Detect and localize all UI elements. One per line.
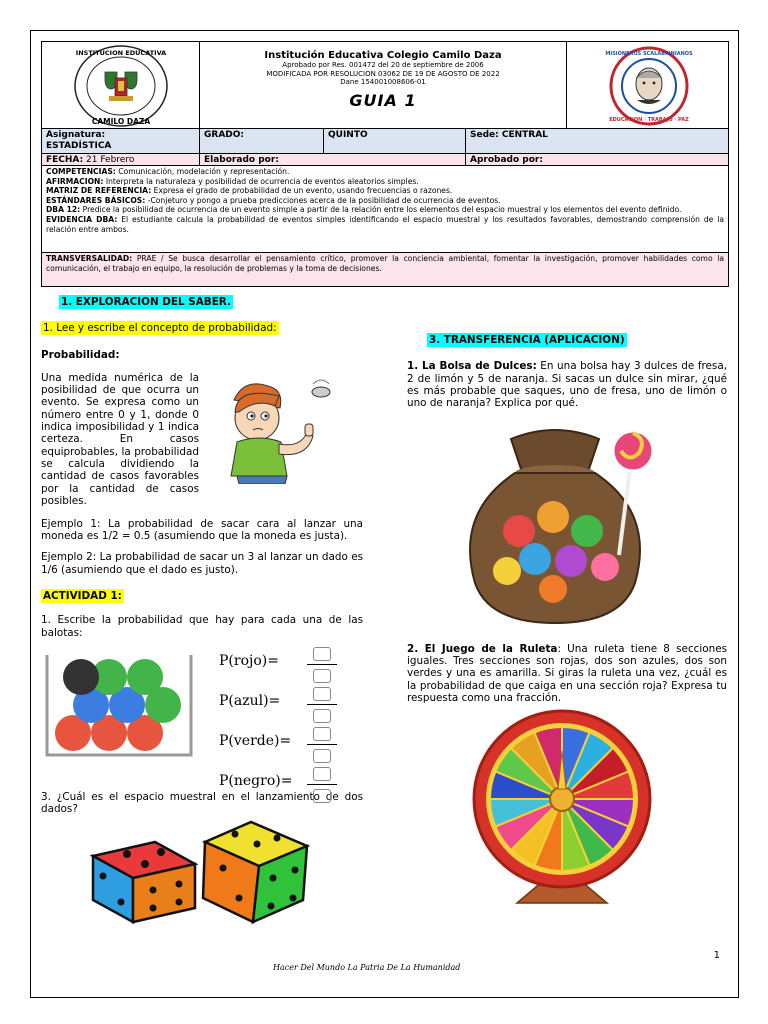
activity1-question3: 3. ¿Cuál es el espacio muestral en el lanzamiento de dos dados? (41, 790, 363, 816)
afirmacion-label: AFIRMACION: (46, 176, 104, 186)
prob-blue-numerator-box[interactable] (313, 687, 331, 701)
subject-label: Asignatura: (46, 130, 106, 140)
estandares-label: ESTÁNDARES BÁSICOS: (46, 195, 146, 205)
school-logo-text-top: INSTITUCION EDUCATIVA (75, 49, 167, 57)
header-table (41, 41, 729, 129)
candy-question-title: 1. La Bolsa de Dulces: (407, 360, 537, 373)
left-column (41, 296, 363, 927)
competencias-label: COMPETENCIAS: (46, 167, 116, 176)
prob-blue-denominator-box[interactable] (313, 709, 331, 723)
roulette-wheel-illustration (457, 709, 667, 909)
question-candy-bag (407, 360, 727, 409)
dba-text: Predice la posibilidad de ocurrencia de un evento simple a partir de la relación entre los elementos del espacio muestral y los elementos del evento definido. (82, 205, 682, 215)
probability-definition: Una medida numérica de la posibilidad de que ocurra un evento. Se expresa como un número entre 0 y 1, donde 0 indica imposibilidad y 1 indica certeza. En casos equiprobables, la probabilidad se calcula dividiendo la cantidad de casos favorables por la cantidad de casos posibles. (41, 371, 199, 507)
candy-question-text: En una bolsa hay 3 dulces de fresa, 2 de limón y 5 de naranja. Si sacas un dulce sin mirar, ¿qué es más probable que saques, uno de fresa, uno de limón o uno de naranja? Explica por qué. (407, 360, 728, 410)
competencias-text: Comunicación, modelación y representación. (118, 167, 290, 176)
school-logo-text-bottom: CAMILO DAZA (91, 117, 151, 126)
approval-line-2: MODIFICADA POR RESOLUCION 03062 DE 19 DE AGOSTO DE 2022 (266, 69, 500, 78)
approval-line-1: Aprobado por Res. 001472 del 20 de septiembre de 2006 (282, 61, 484, 69)
roulette-question-title: 2. El Juego de la Ruleta (407, 642, 558, 655)
estandares-text: -Conjeturo y pongo a prueba predicciones acerca de la posibilidad de ocurrencia de eventos. (147, 195, 501, 205)
prob-black-denominator-box[interactable] (313, 789, 331, 803)
campus-label: Sede: CENTRAL (470, 130, 548, 140)
date-row (41, 154, 729, 166)
transversality-block (41, 253, 729, 287)
section1-title: 1. EXPLORACION DEL SABER. (61, 296, 231, 308)
date-value: 21 Febrero (86, 155, 135, 165)
activity1-title: ACTIVIDAD 1: (43, 590, 122, 603)
transversalidad-label: TRANSVERSALIDAD: (46, 254, 133, 263)
boy-coin-illustration (209, 372, 349, 484)
page-number: 1 (713, 950, 720, 961)
question-roulette (407, 643, 727, 705)
approved-by-label: Aprobado por: (470, 155, 543, 165)
prepared-by-label: Elaborado por: (200, 154, 466, 165)
school-logo (42, 42, 200, 130)
prob-red-numerator-box[interactable] (313, 647, 331, 661)
grade-value: QUINTO (324, 129, 466, 153)
evidencia-text: El estudiante calcula la probabilidad de eventos simples identificando el espacio muestral y los resultados favorables, demostrando comprensión de la relación entre ambos. (46, 214, 724, 234)
roulette-question-text: : Una ruleta tiene 8 secciones iguales. Tres secciones son rojas, dos son azules, dos son verdes y una es amarilla. Si giras la ruleta una vez, ¿cuál es la probabilidad de que caiga en una sección roja? Expresa tu respuesta como una fracción. (407, 642, 727, 704)
grade-label: GRADO: (200, 129, 324, 153)
activity1-question1: 1. Escribe la probabilidad que hay para cada una de las balotas: (41, 614, 363, 639)
institution-name: Institución Educativa Colegio Camilo Daza (264, 50, 502, 61)
evidencia-label: EVIDENCIA DBA: (46, 214, 118, 224)
date-label: FECHA: (46, 155, 84, 165)
standards-block (41, 166, 729, 253)
transversalidad-text: PRAE / Se busca desarrollar el pensamiento crítico, promover la conciencia ambiental, fomentar la investigación, promover habilidades como la comunicación, el trabajo en equipo, la resolución de problemas y la toma de decisiones. (46, 254, 725, 273)
prob-red-label: P(rojo)= (219, 652, 279, 669)
probability-fractions (219, 649, 369, 809)
prob-black-numerator-box[interactable] (313, 767, 331, 781)
candy-bag-illustration (445, 421, 673, 625)
ball-jar-illustration (43, 649, 195, 761)
footer-motto: Hacer Del Mundo La Patria De La Humanidad (273, 963, 461, 972)
subject-row (41, 129, 729, 154)
prob-green-label: P(verde)= (219, 732, 292, 749)
mission-logo-text-bottom: EDUCACION · TRABAJO · PAZ (609, 117, 689, 123)
example-2: Ejemplo 2: La probabilidad de sacar un 3 al lanzar un dado es 1/6 (asumiendo que el dado es justo). (41, 551, 363, 576)
subject-value: ESTADÍSTICA (46, 141, 112, 151)
matriz-label: MATRIZ DE REFERENCIA: (46, 186, 152, 196)
prob-red-denominator-box[interactable] (313, 669, 331, 683)
section3-title: 3. TRANSFERENCIA (APLICACION) (429, 334, 625, 346)
right-column (407, 334, 727, 912)
dba-label: DBA 12: (46, 205, 81, 215)
mission-logo-text-top: MISIONEROS SCALABRINIANOS (605, 51, 693, 57)
prob-green-numerator-box[interactable] (313, 727, 331, 741)
document-page (30, 30, 739, 998)
prob-blue-label: P(azul)= (219, 692, 281, 709)
matriz-text: Expresa el grado de probabilidad de un evento, usando frecuencias o razones. (153, 186, 453, 196)
header-center (200, 42, 566, 130)
prob-black-label: P(negro)= (219, 772, 293, 789)
mission-logo (566, 42, 730, 130)
afirmacion-text: Interpreta la naturaleza y posibilidad de ocurrencia de eventos aleatorios simples. (105, 176, 419, 186)
prob-green-denominator-box[interactable] (313, 749, 331, 763)
guide-title: GUIA 1 (349, 90, 417, 110)
example-1: Ejemplo 1: La probabilidad de sacar cara al lanzar una moneda es 1/2 = 0.5 (asumiendo que la moneda es justa). (41, 517, 363, 543)
dice-illustration (87, 820, 327, 924)
approval-line-3: Dane 154001008606-01 (340, 78, 426, 86)
probability-heading: Probabilidad: (41, 348, 120, 361)
task1-heading: 1. Lee y escribe el concepto de probabilidad: (43, 322, 277, 335)
